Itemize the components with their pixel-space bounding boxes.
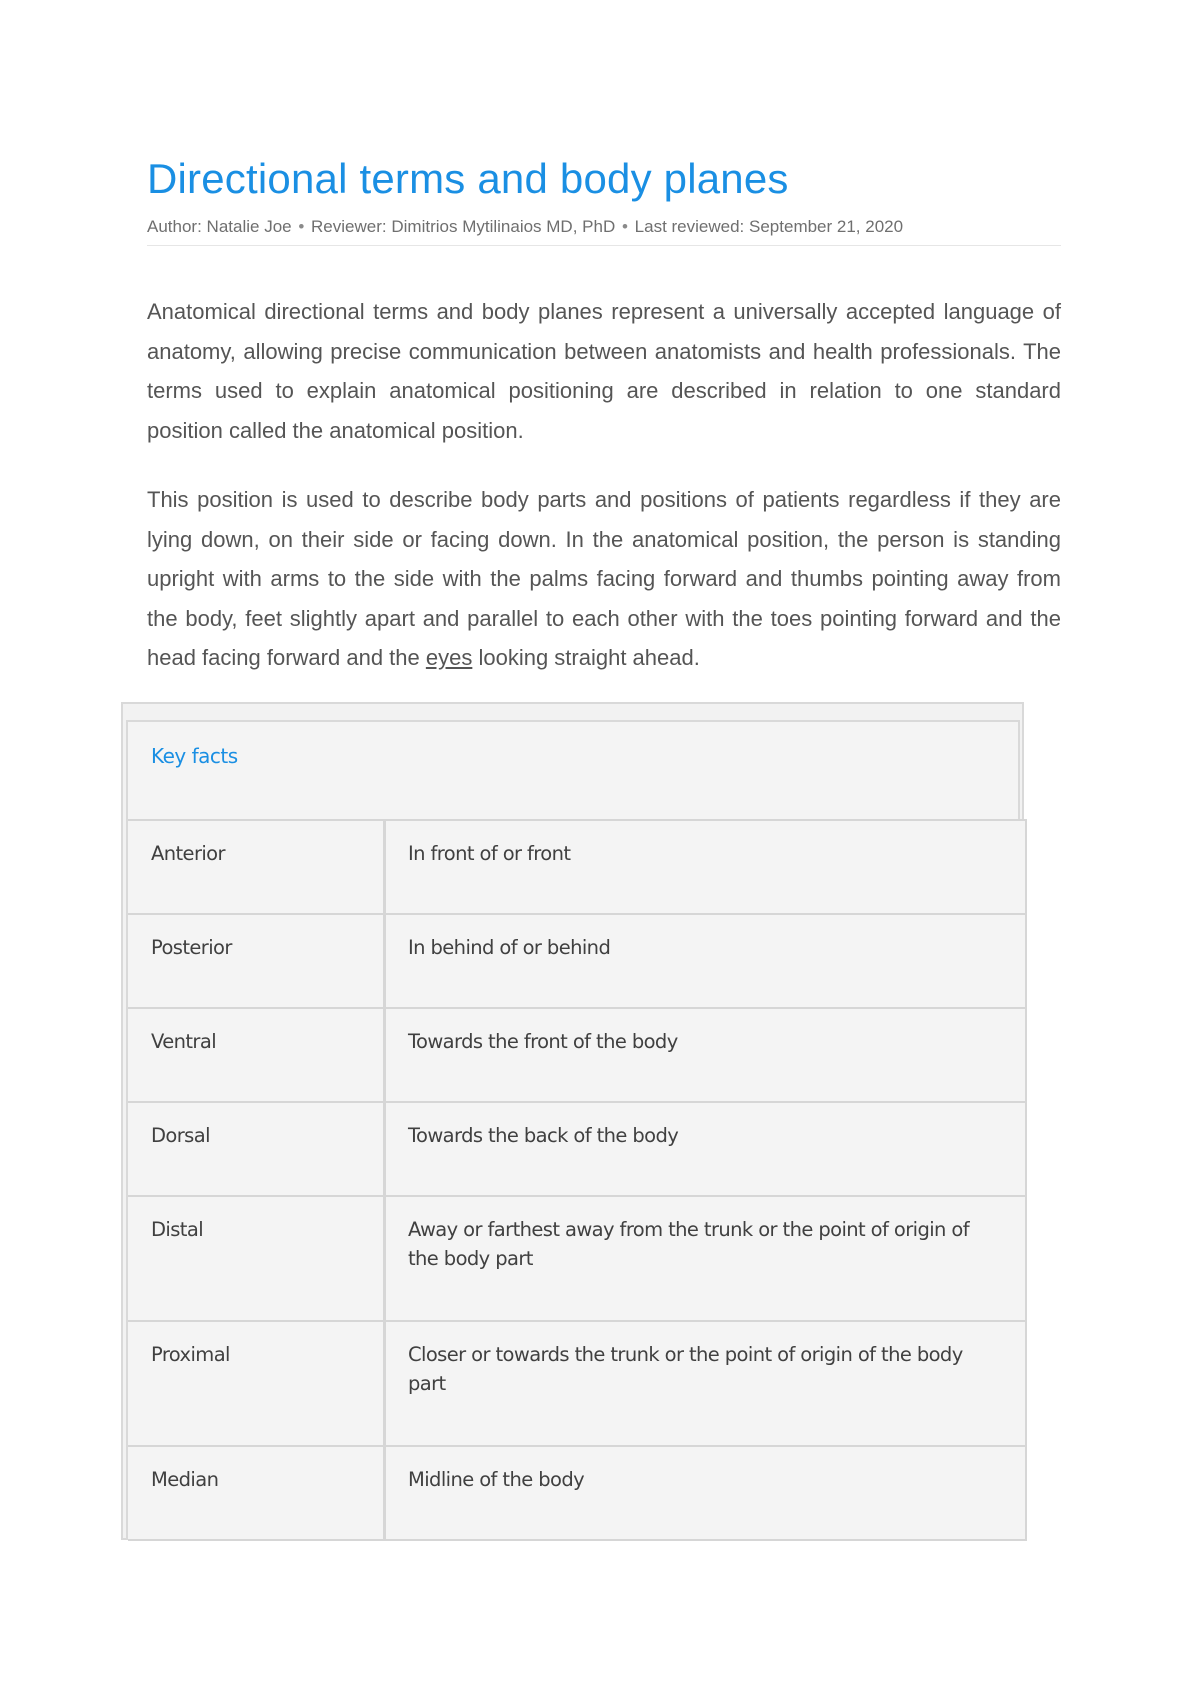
term-cell: Dorsal <box>128 1102 385 1196</box>
definition-cell: Towards the back of the body <box>385 1102 1027 1196</box>
term-cell: Anterior <box>128 820 385 914</box>
reviewed-date: September 21, 2020 <box>749 217 904 236</box>
reviewed-label: Last reviewed: <box>634 217 745 236</box>
key-facts-title: Key facts <box>151 744 238 768</box>
definition-cell: In front of or front <box>385 820 1027 914</box>
meta-separator: • <box>621 217 628 236</box>
paragraph-text: looking straight ahead. <box>472 645 700 670</box>
meta-separator: • <box>298 217 305 236</box>
anatomical-position-paragraph <box>147 480 1061 678</box>
reviewer-name[interactable]: Dimitrios Mytilinaios MD, PhD <box>391 217 616 236</box>
table-row <box>128 1102 1026 1196</box>
paragraph-text: This position is used to describe body parts and positions of patients regardless if they are lying down, on their side or facing down. In the anatomical position, the person is standing upright with arms to the side with the palms facing forward and thumbs pointing away from the body, feet slightly apart and parallel to each other with the toes pointing forward and the head facing forward and the <box>147 487 1061 670</box>
definition-cell: Away or farthest away from the trunk or the point of origin of the body part <box>385 1196 1027 1321</box>
term-cell: Posterior <box>128 914 385 1008</box>
reviewer-label: Reviewer: <box>311 217 387 236</box>
table-row <box>128 914 1026 1008</box>
key-facts-table <box>128 819 1027 1541</box>
definition-cell: In behind of or behind <box>385 914 1027 1008</box>
author-name[interactable]: Natalie Joe <box>206 217 292 236</box>
term-cell: Proximal <box>128 1321 385 1446</box>
definition-cell: Towards the front of the body <box>385 1008 1027 1102</box>
table-row <box>128 1446 1026 1540</box>
table-row <box>128 1196 1026 1321</box>
page-title: Directional terms and body planes <box>147 155 789 202</box>
definition-cell: Midline of the body <box>385 1446 1027 1540</box>
table-row <box>128 820 1026 914</box>
intro-paragraph: Anatomical directional terms and body planes represent a universally accepted language of anatomy, allowing precise communication between anatomists and health professionals. The terms used to explain anatomical positioning are described in relation to one standard position called the anatomical position. <box>147 299 1061 443</box>
table-row <box>128 1008 1026 1102</box>
key-facts-box <box>121 702 1024 1540</box>
key-facts-panel <box>126 720 1020 1538</box>
term-cell: Median <box>128 1446 385 1540</box>
eyes-link[interactable]: eyes <box>425 645 473 670</box>
definition-cell: Closer or towards the trunk or the point of origin of the body part <box>385 1321 1027 1446</box>
author-label: Author: <box>147 217 202 236</box>
article-meta <box>147 217 1061 246</box>
table-row <box>128 1321 1026 1446</box>
term-cell: Distal <box>128 1196 385 1321</box>
term-cell: Ventral <box>128 1008 385 1102</box>
